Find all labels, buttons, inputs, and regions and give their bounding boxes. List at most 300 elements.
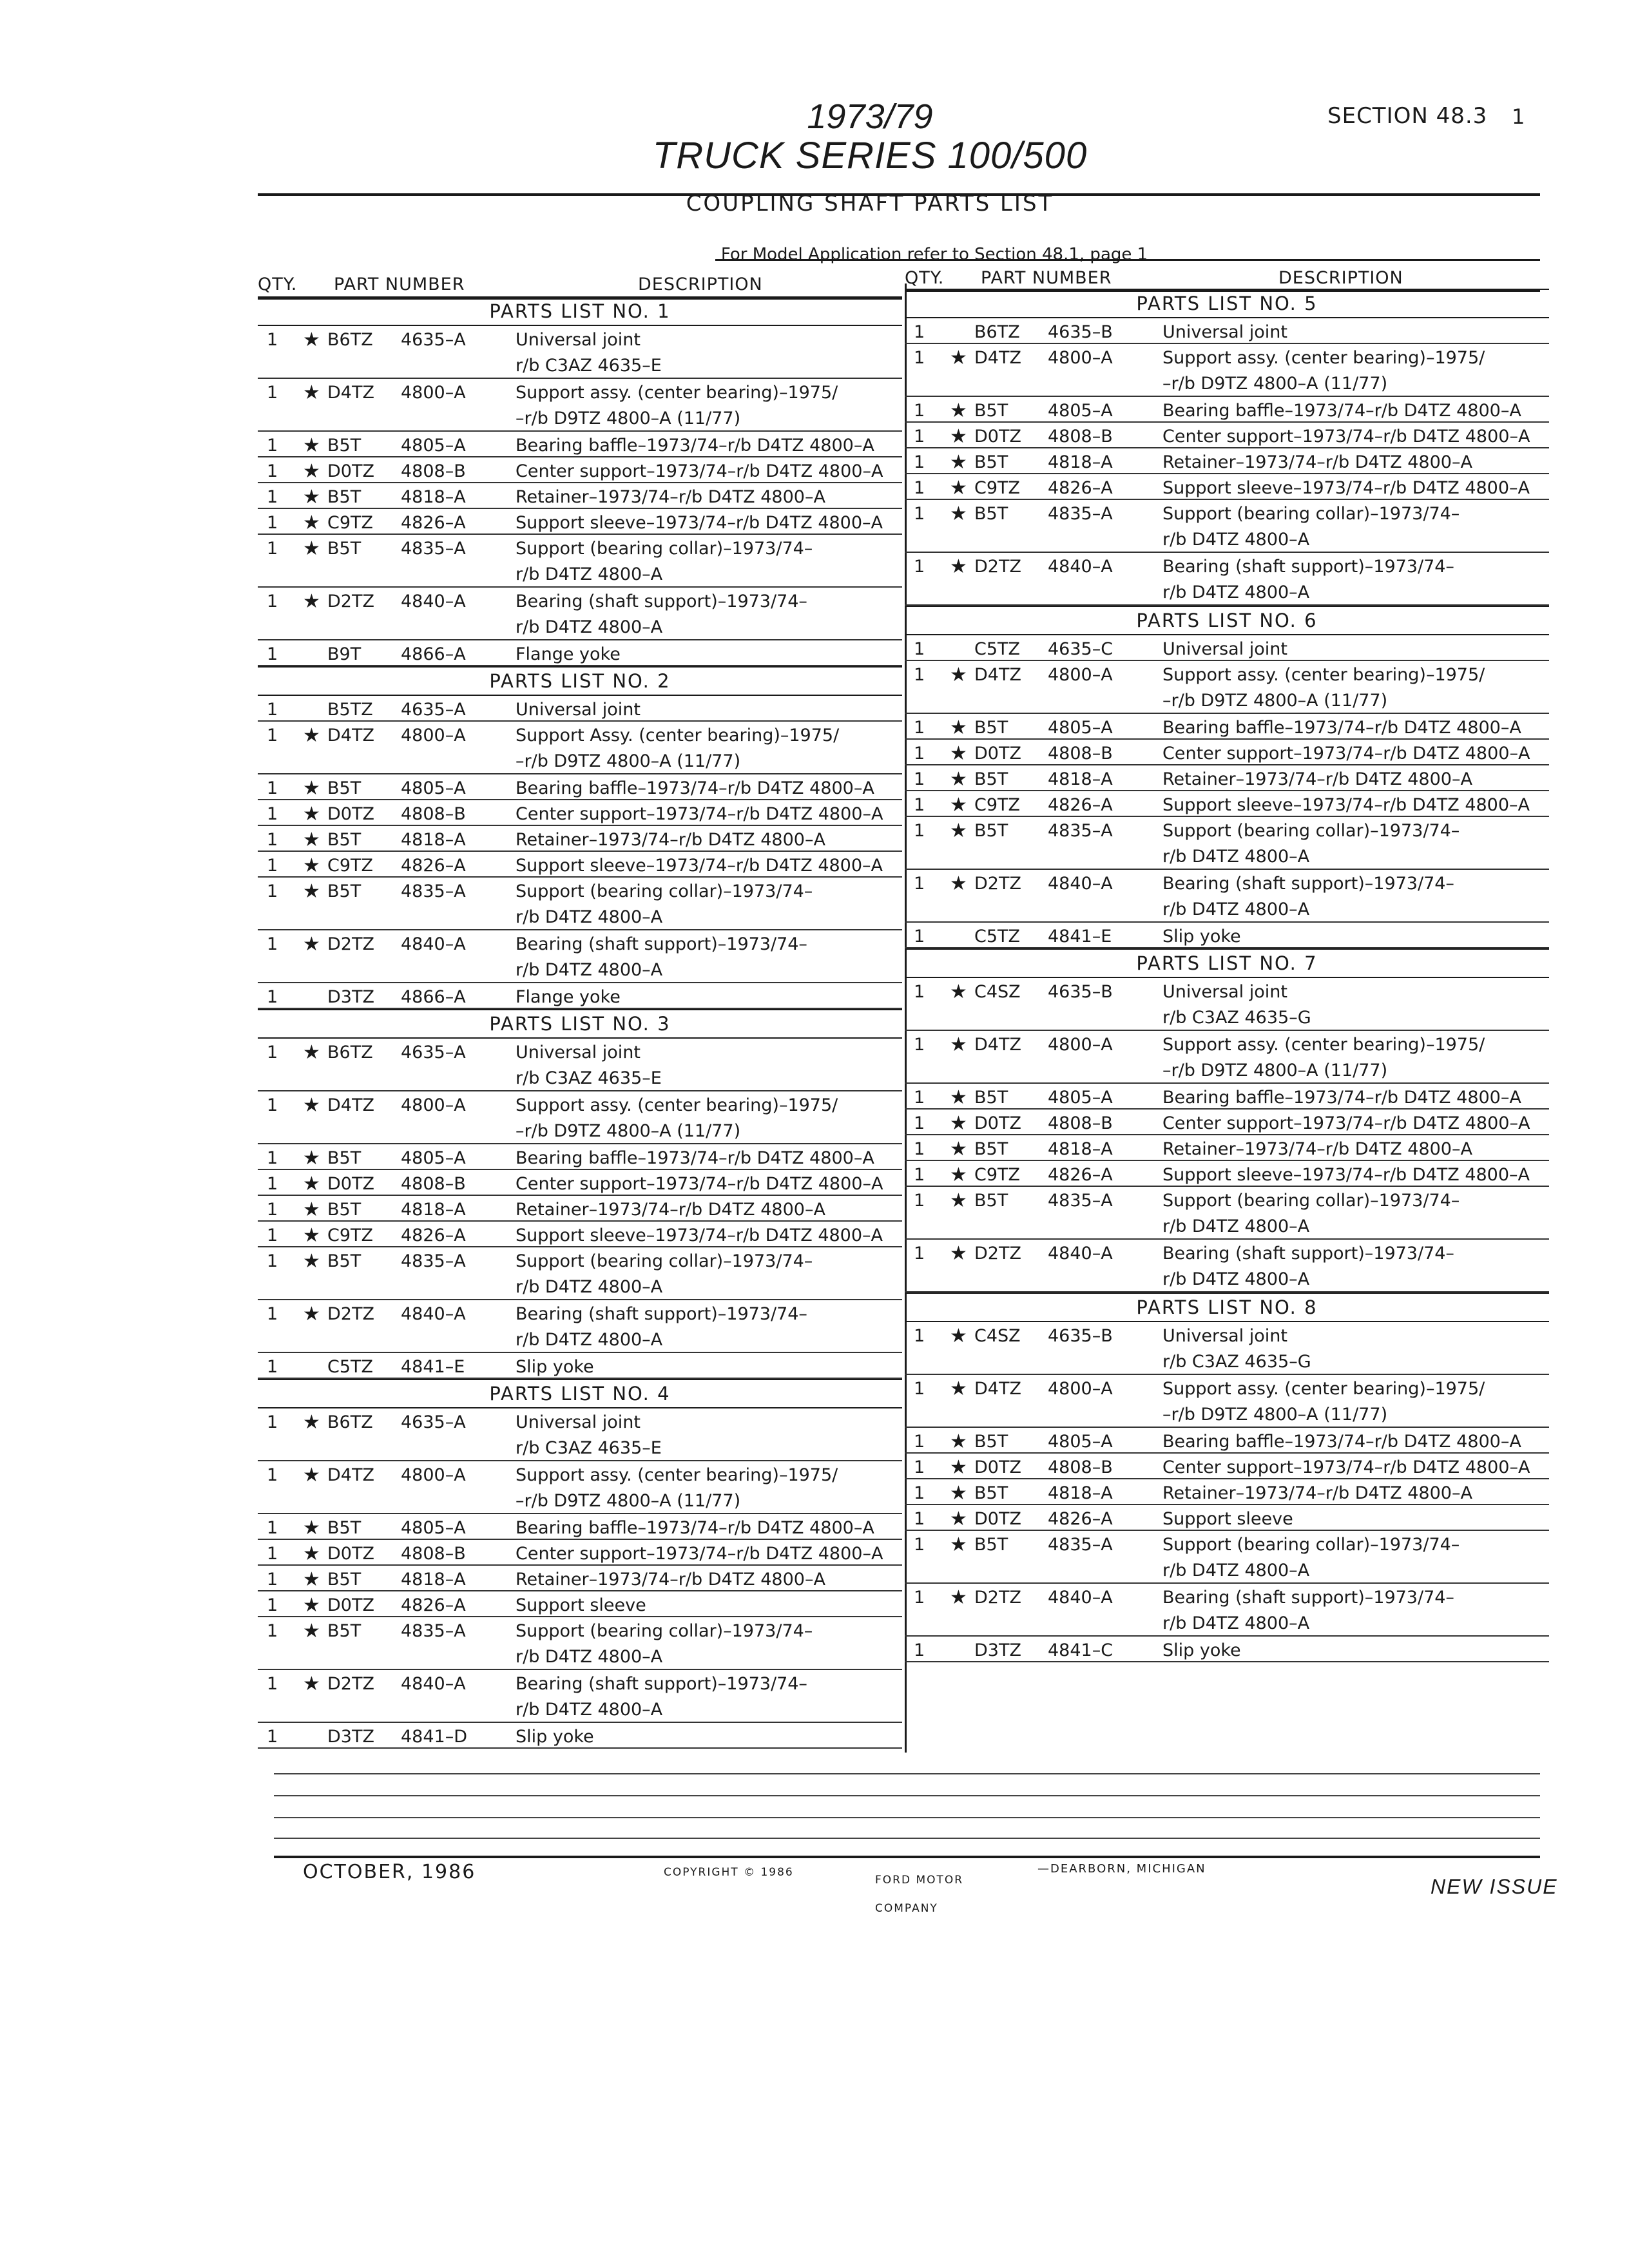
quantity: 1 — [267, 1544, 278, 1564]
quantity: 1 — [914, 1326, 925, 1346]
part-description: Support (bearing collar)–1973/74– — [516, 1621, 813, 1641]
part-prefix: B5TZ — [327, 700, 373, 720]
part-prefix: D2TZ — [327, 1674, 374, 1694]
quantity: 1 — [914, 1640, 925, 1660]
part-basic-number: 4635–A — [401, 1412, 466, 1432]
part-row — [905, 1110, 1549, 1135]
star-icon: ★ — [950, 981, 967, 1003]
star-icon: ★ — [950, 1586, 967, 1609]
company-name — [875, 1866, 963, 1923]
part-prefix: D0TZ — [974, 1113, 1021, 1133]
part-description: r/b D4TZ 4800–A — [516, 907, 663, 927]
part-row — [905, 1161, 1549, 1187]
part-basic-number: 4800–A — [1048, 348, 1113, 368]
quantity: 1 — [914, 1588, 925, 1608]
part-basic-number: 4635–A — [401, 1043, 466, 1062]
part-row — [258, 983, 902, 1009]
issue-date: OCTOBER, 1986 — [303, 1861, 476, 1883]
part-basic-number: 4866–A — [401, 987, 466, 1007]
part-basic-number: 4826–A — [1048, 478, 1113, 498]
part-row — [258, 930, 902, 983]
part-basic-number: 4835–A — [401, 539, 466, 559]
star-icon: ★ — [303, 1250, 320, 1273]
quantity: 1 — [267, 1225, 278, 1245]
part-row — [258, 1723, 902, 1749]
star-icon: ★ — [950, 1189, 967, 1212]
part-description: Support assy. (center bearing)–1975/ — [1162, 1379, 1485, 1399]
part-description: Flange yoke — [516, 987, 621, 1007]
part-basic-number: 4805–A — [401, 778, 466, 798]
part-row — [905, 1135, 1549, 1161]
quantity: 1 — [267, 1251, 278, 1271]
part-description: Support (bearing collar)–1973/74– — [1162, 1191, 1460, 1211]
part-prefix: C5TZ — [974, 639, 1021, 659]
part-row — [258, 1591, 902, 1617]
part-description: Support (bearing collar)–1973/74– — [1162, 821, 1460, 841]
part-basic-number: 4800–A — [1048, 665, 1113, 685]
part-basic-number: 4840–A — [1048, 557, 1113, 577]
part-basic-number: 4808–B — [401, 804, 466, 824]
parts-list-title: PARTS LIST NO. 3 — [258, 1009, 902, 1039]
star-icon: ★ — [950, 716, 967, 739]
quantity: 1 — [267, 644, 278, 664]
part-basic-number: 4840–A — [1048, 1244, 1113, 1264]
star-icon: ★ — [950, 1430, 967, 1453]
part-row — [905, 1375, 1549, 1428]
parts-list — [905, 289, 1549, 606]
part-description: Support assy. (center bearing)–1975/ — [516, 1465, 838, 1485]
quantity: 1 — [914, 874, 925, 894]
footer-rule — [274, 1856, 1540, 1858]
quantity: 1 — [914, 1244, 925, 1264]
part-row — [258, 696, 902, 722]
part-description: r/b D4TZ 4800–A — [1162, 847, 1310, 867]
blank-rule — [274, 1773, 1540, 1774]
part-description: Universal joint — [1162, 982, 1287, 1002]
part-row — [258, 1091, 902, 1144]
quantity: 1 — [267, 1200, 278, 1220]
part-prefix: D4TZ — [974, 1379, 1021, 1399]
star-icon: ★ — [303, 1542, 320, 1565]
model-years: 1973/79 — [807, 97, 933, 136]
part-prefix: B5T — [974, 1139, 1008, 1159]
star-icon: ★ — [303, 1094, 320, 1117]
part-description: Universal joint — [516, 330, 641, 350]
part-prefix: D0TZ — [974, 427, 1021, 447]
part-description: Flange yoke — [516, 644, 621, 664]
star-icon: ★ — [303, 381, 320, 404]
quantity: 1 — [914, 1432, 925, 1452]
part-description: Support assy. (center bearing)–1975/ — [1162, 665, 1485, 685]
part-description: –r/b D9TZ 4800–A (11/77) — [1162, 691, 1388, 711]
quantity: 1 — [267, 1570, 278, 1590]
star-icon: ★ — [950, 1086, 967, 1109]
part-row — [258, 432, 902, 457]
part-prefix: B5T — [327, 1518, 361, 1538]
part-row — [258, 826, 902, 852]
part-prefix: D2TZ — [327, 934, 374, 954]
part-row — [905, 1479, 1549, 1505]
part-row — [905, 474, 1549, 500]
part-description: r/b D4TZ 4800–A — [1162, 899, 1310, 919]
part-description: r/b C3AZ 4635–E — [516, 356, 662, 376]
blank-rule — [274, 1795, 1540, 1796]
part-description: Bearing baffle–1973/74–r/b D4TZ 4800–A — [1162, 1432, 1521, 1452]
part-description: Center support–1973/74–r/b D4TZ 4800–A — [1162, 744, 1530, 764]
quantity: 1 — [267, 726, 278, 745]
star-icon: ★ — [950, 1242, 967, 1265]
part-row — [905, 1031, 1549, 1084]
model-note-rule — [715, 259, 1540, 261]
part-description: r/b C3AZ 4635–G — [1162, 1352, 1311, 1372]
qty-header: QTY. — [905, 268, 945, 288]
part-basic-number: 4805–A — [1048, 1088, 1113, 1108]
star-icon: ★ — [950, 347, 967, 369]
star-icon: ★ — [303, 803, 320, 825]
quantity: 1 — [914, 1088, 925, 1108]
company-name-line2: COMPANY — [875, 1902, 938, 1915]
quantity: 1 — [267, 539, 278, 559]
part-row — [905, 1584, 1549, 1637]
part-description: Support sleeve — [516, 1595, 646, 1615]
star-icon: ★ — [950, 399, 967, 422]
part-description: Retainer–1973/74–r/b D4TZ 4800–A — [516, 1570, 825, 1590]
star-icon: ★ — [950, 820, 967, 842]
quantity: 1 — [914, 504, 925, 524]
part-basic-number: 4800–A — [401, 1095, 466, 1115]
quantity: 1 — [267, 1304, 278, 1324]
part-basic-number: 4835–A — [1048, 821, 1113, 841]
part-description: Bearing baffle–1973/74–r/b D4TZ 4800–A — [516, 1148, 874, 1168]
part-basic-number: 4818–A — [1048, 452, 1113, 472]
part-basic-number: 4841–D — [401, 1727, 468, 1747]
star-icon: ★ — [303, 590, 320, 613]
part-basic-number: 4835–A — [1048, 1191, 1113, 1211]
part-prefix: D2TZ — [974, 1244, 1021, 1264]
part-row — [905, 661, 1549, 714]
part-description: Bearing (shaft support)–1973/74– — [1162, 874, 1454, 894]
quantity: 1 — [267, 1518, 278, 1538]
part-description: Support (bearing collar)–1973/74– — [516, 881, 813, 901]
star-icon: ★ — [303, 486, 320, 508]
part-description: Bearing (shaft support)–1973/74– — [1162, 1244, 1454, 1264]
part-basic-number: 4826–A — [401, 856, 466, 876]
part-row — [258, 774, 902, 800]
quantity: 1 — [914, 744, 925, 764]
parts-list — [905, 606, 1549, 948]
quantity: 1 — [914, 1535, 925, 1555]
star-icon: ★ — [303, 537, 320, 560]
part-prefix: C9TZ — [974, 478, 1021, 498]
part-basic-number: 4805–A — [401, 1148, 466, 1168]
part-prefix: D2TZ — [327, 1304, 374, 1324]
star-icon: ★ — [950, 1378, 967, 1400]
quantity: 1 — [267, 881, 278, 901]
part-prefix: C9TZ — [974, 795, 1021, 815]
part-description: Support (bearing collar)–1973/74– — [1162, 504, 1460, 524]
part-description: r/b C3AZ 4635–E — [516, 1068, 662, 1088]
part-prefix: B5T — [327, 1251, 361, 1271]
part-description: Bearing baffle–1973/74–r/b D4TZ 4800–A — [516, 1518, 874, 1538]
parts-list — [905, 1293, 1549, 1662]
part-description: Retainer–1973/74–r/b D4TZ 4800–A — [1162, 452, 1472, 472]
part-description: –r/b D9TZ 4800–A (11/77) — [516, 408, 741, 428]
part-description: r/b D4TZ 4800–A — [1162, 1216, 1310, 1236]
part-description: Support sleeve–1973/74–r/b D4TZ 4800–A — [1162, 795, 1530, 815]
part-basic-number: 4840–A — [401, 934, 466, 954]
part-prefix: D0TZ — [974, 1509, 1021, 1529]
quantity: 1 — [914, 982, 925, 1002]
part-description: r/b D4TZ 4800–A — [1162, 582, 1310, 602]
part-row — [258, 1353, 902, 1379]
part-prefix: D3TZ — [974, 1640, 1021, 1660]
quantity: 1 — [914, 401, 925, 421]
star-icon: ★ — [303, 1464, 320, 1486]
part-prefix: C4SZ — [974, 982, 1021, 1002]
quantity: 1 — [914, 821, 925, 841]
part-prefix: B6TZ — [327, 1412, 373, 1432]
part-description: Support assy. (center bearing)–1975/ — [1162, 348, 1485, 368]
part-prefix: B5T — [974, 1483, 1008, 1503]
part-description: Support (bearing collar)–1973/74– — [516, 539, 813, 559]
star-icon: ★ — [950, 742, 967, 765]
star-icon: ★ — [950, 451, 967, 474]
part-description: Slip yoke — [1162, 1640, 1241, 1660]
part-description: Bearing (shaft support)–1973/74– — [516, 591, 807, 611]
part-description: Bearing baffle–1973/74–r/b D4TZ 4800–A — [516, 778, 874, 798]
part-basic-number: 4840–A — [401, 591, 466, 611]
parts-list-title: PARTS LIST NO. 1 — [258, 296, 902, 326]
qty-header: QTY. — [258, 274, 298, 294]
star-icon: ★ — [303, 880, 320, 903]
part-description: Bearing baffle–1973/74–r/b D4TZ 4800–A — [516, 436, 874, 456]
part-description: Support sleeve–1973/74–r/b D4TZ 4800–A — [1162, 1165, 1530, 1185]
star-icon: ★ — [303, 1303, 320, 1325]
issue-status: NEW ISSUE — [1431, 1875, 1558, 1898]
star-icon: ★ — [950, 794, 967, 816]
star-icon: ★ — [303, 1620, 320, 1642]
part-row — [258, 1461, 902, 1514]
part-basic-number: 4808–B — [1048, 1113, 1113, 1133]
quantity: 1 — [914, 478, 925, 498]
part-prefix: B5T — [974, 401, 1008, 421]
quantity: 1 — [267, 513, 278, 533]
part-row — [905, 923, 1549, 948]
part-description: Retainer–1973/74–r/b D4TZ 4800–A — [516, 830, 825, 850]
part-basic-number: 4808–B — [401, 1174, 466, 1194]
part-prefix: D4TZ — [974, 1035, 1021, 1055]
truck-series-title: TRUCK SERIES 100/500 — [652, 135, 1088, 177]
part-prefix: D0TZ — [327, 1595, 374, 1615]
part-row — [905, 1187, 1549, 1240]
part-prefix: C9TZ — [327, 856, 374, 876]
part-description: Support sleeve–1973/74–r/b D4TZ 4800–A — [516, 513, 883, 533]
part-basic-number: 4818–A — [401, 830, 466, 850]
part-basic-number: 4808–B — [401, 1544, 466, 1564]
part-description: Support (bearing collar)–1973/74– — [516, 1251, 813, 1271]
part-description: r/b D4TZ 4800–A — [1162, 1613, 1310, 1633]
part-description: –r/b D9TZ 4800–A (11/77) — [1162, 374, 1388, 394]
parts-list-title: PARTS LIST NO. 6 — [905, 606, 1549, 635]
part-prefix: B5T — [327, 1148, 361, 1168]
part-row — [258, 588, 902, 640]
quantity: 1 — [914, 1509, 925, 1529]
part-description: Bearing (shaft support)–1973/74– — [516, 934, 807, 954]
part-row — [905, 1454, 1549, 1479]
part-description: Support assy. (center bearing)–1975/ — [1162, 1035, 1485, 1055]
part-description: Center support–1973/74–r/b D4TZ 4800–A — [1162, 1113, 1530, 1133]
part-row — [258, 1617, 902, 1670]
quantity: 1 — [914, 795, 925, 815]
part-description: Universal joint — [1162, 1326, 1287, 1346]
quantity: 1 — [267, 1357, 278, 1377]
part-row — [905, 1505, 1549, 1531]
part-prefix: D0TZ — [327, 1174, 374, 1194]
quantity: 1 — [914, 1191, 925, 1211]
part-description: Support assy. (center bearing)–1975/ — [516, 383, 838, 403]
part-basic-number: 4805–A — [1048, 718, 1113, 738]
parts-list-title: PARTS LIST NO. 4 — [258, 1379, 902, 1408]
part-basic-number: 4835–A — [401, 881, 466, 901]
part-basic-number: 4826–A — [401, 1225, 466, 1245]
part-description: Center support–1973/74–r/b D4TZ 4800–A — [1162, 427, 1530, 447]
part-prefix: D2TZ — [327, 591, 374, 611]
part-prefix: D3TZ — [327, 1727, 374, 1747]
quantity: 1 — [914, 1113, 925, 1133]
part-row — [905, 740, 1549, 765]
blank-rule — [274, 1817, 1540, 1818]
part-prefix: B5T — [327, 1570, 361, 1590]
part-row — [905, 817, 1549, 870]
part-prefix: D4TZ — [327, 383, 374, 403]
part-basic-number: 4818–A — [1048, 769, 1113, 789]
part-description: r/b D4TZ 4800–A — [516, 617, 663, 637]
part-description: Bearing baffle–1973/74–r/b D4TZ 4800–A — [1162, 1088, 1521, 1108]
part-description: Universal joint — [516, 1043, 641, 1062]
part-row — [905, 1428, 1549, 1454]
quantity: 1 — [267, 987, 278, 1007]
part-basic-number: 4826–A — [1048, 795, 1113, 815]
quantity: 1 — [267, 1727, 278, 1747]
star-icon: ★ — [303, 829, 320, 851]
part-description: Bearing baffle–1973/74–r/b D4TZ 4800–A — [1162, 401, 1521, 421]
part-description: Bearing (shaft support)–1973/74– — [516, 1304, 807, 1324]
star-icon: ★ — [303, 1517, 320, 1539]
star-icon: ★ — [950, 1508, 967, 1530]
part-row — [258, 1566, 902, 1591]
quantity: 1 — [914, 927, 925, 947]
description-header: DESCRIPTION — [1278, 268, 1403, 288]
part-row — [258, 1247, 902, 1300]
star-icon: ★ — [950, 1325, 967, 1347]
part-basic-number: 4808–B — [1048, 744, 1113, 764]
part-description: r/b D4TZ 4800–A — [516, 1700, 663, 1720]
part-row — [905, 870, 1549, 923]
quantity: 1 — [914, 718, 925, 738]
part-basic-number: 4866–A — [401, 644, 466, 664]
quantity: 1 — [267, 436, 278, 456]
part-row — [905, 397, 1549, 423]
part-description: Universal joint — [516, 700, 641, 720]
part-prefix: C9TZ — [327, 513, 374, 533]
part-row — [258, 1514, 902, 1540]
part-row — [258, 1039, 902, 1091]
part-basic-number: 4635–A — [401, 700, 466, 720]
quantity: 1 — [267, 856, 278, 876]
part-row — [258, 509, 902, 535]
star-icon: ★ — [303, 1224, 320, 1247]
quantity: 1 — [267, 1595, 278, 1615]
part-description: r/b D4TZ 4800–A — [516, 1647, 663, 1667]
star-icon: ★ — [950, 1533, 967, 1556]
part-basic-number: 4841–C — [1048, 1640, 1113, 1660]
part-basic-number: 4826–A — [1048, 1165, 1113, 1185]
page-number: 1 — [1512, 104, 1525, 129]
part-prefix: B5T — [974, 1191, 1008, 1211]
part-prefix: D2TZ — [974, 874, 1021, 894]
part-description: Bearing (shaft support)–1973/74– — [1162, 557, 1454, 577]
company-location: —DEARBORN, MICHIGAN — [1037, 1862, 1206, 1876]
part-description: Universal joint — [1162, 639, 1287, 659]
part-basic-number: 4835–A — [1048, 504, 1113, 524]
star-icon: ★ — [950, 555, 967, 578]
part-description: Center support–1973/74–r/b D4TZ 4800–A — [516, 1544, 883, 1564]
part-row — [905, 448, 1549, 474]
part-prefix: D2TZ — [974, 557, 1021, 577]
star-icon: ★ — [950, 1138, 967, 1160]
part-basic-number: 4818–A — [401, 487, 466, 507]
part-basic-number: 4805–A — [401, 1518, 466, 1538]
star-icon: ★ — [303, 1411, 320, 1434]
quantity: 1 — [914, 557, 925, 577]
part-prefix: B6TZ — [327, 1043, 373, 1062]
part-row — [258, 640, 902, 666]
quantity: 1 — [267, 1148, 278, 1168]
part-prefix: D3TZ — [327, 987, 374, 1007]
quantity: 1 — [914, 427, 925, 447]
part-row — [258, 483, 902, 509]
part-prefix: B5T — [974, 504, 1008, 524]
part-description: Universal joint — [1162, 322, 1287, 342]
part-basic-number: 4635–B — [1048, 1326, 1113, 1346]
part-basic-number: 4635–B — [1048, 982, 1113, 1002]
part-row — [258, 457, 902, 483]
part-row — [258, 1408, 902, 1461]
star-icon: ★ — [303, 1173, 320, 1195]
parts-list — [258, 296, 902, 666]
right-parts-column — [905, 289, 1549, 1662]
part-row — [258, 1300, 902, 1353]
part-row — [905, 1240, 1549, 1293]
quantity: 1 — [914, 1379, 925, 1399]
parts-list-title: PARTS LIST NO. 2 — [258, 666, 902, 696]
part-basic-number: 4818–A — [401, 1570, 466, 1590]
part-number-header: PART NUMBER — [334, 274, 465, 294]
part-description: Slip yoke — [516, 1357, 594, 1377]
quantity: 1 — [267, 461, 278, 481]
quantity: 1 — [267, 700, 278, 720]
part-basic-number: 4840–A — [1048, 874, 1113, 894]
part-description: –r/b D9TZ 4800–A (11/77) — [1162, 1405, 1388, 1425]
star-icon: ★ — [950, 768, 967, 791]
part-description: Bearing (shaft support)–1973/74– — [516, 1674, 807, 1694]
quantity: 1 — [914, 322, 925, 342]
quantity: 1 — [914, 769, 925, 789]
star-icon: ★ — [950, 1482, 967, 1504]
part-basic-number: 4800–A — [1048, 1379, 1113, 1399]
blank-rule — [274, 1838, 1540, 1839]
part-row — [905, 318, 1549, 344]
